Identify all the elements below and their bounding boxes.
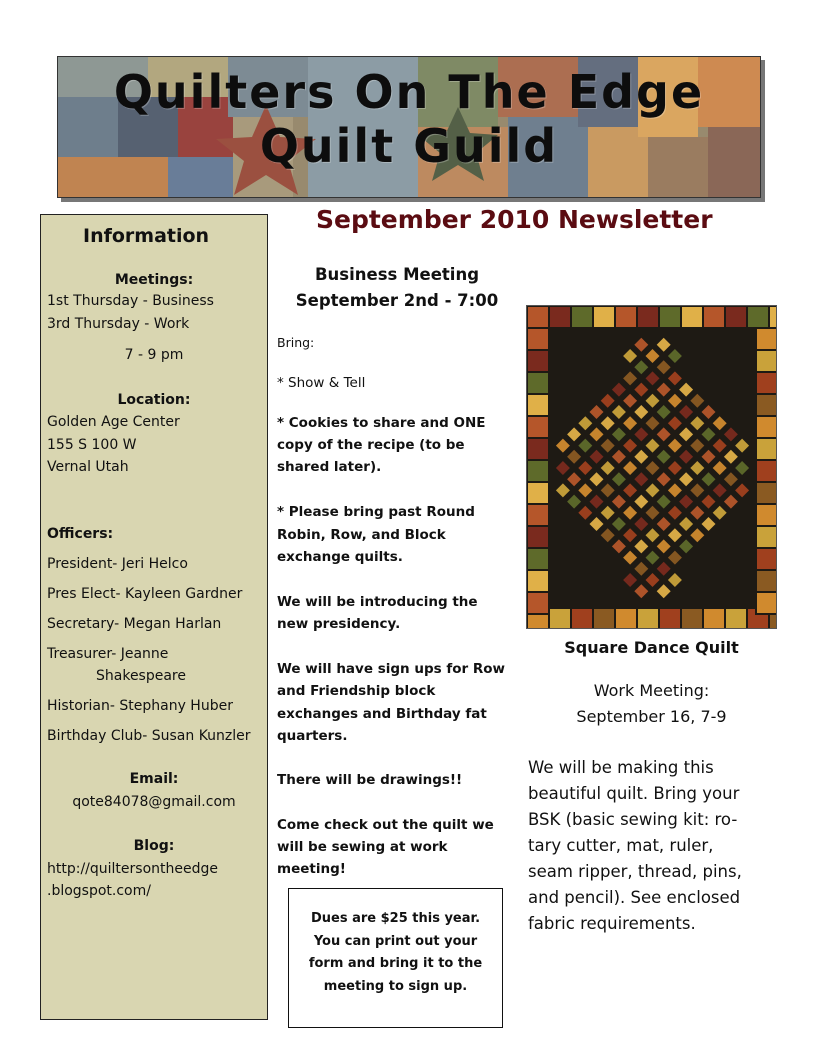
bring-item: * Show & Tell	[277, 375, 366, 391]
meeting-time: 7 - 9 pm	[124, 347, 184, 363]
newsletter-headline: September 2010 Newsletter	[316, 205, 713, 234]
banner-title-line2: Quilt Guild	[259, 119, 559, 173]
announcement: Come check out the quilt we	[277, 817, 494, 833]
officer-line: Treasurer- Jeanne	[47, 646, 169, 662]
location-line: Vernal Utah	[47, 459, 129, 475]
email-heading: Email:	[129, 771, 179, 787]
work-paragraph-line: beautiful quilt. Bring your	[528, 784, 740, 803]
officer-line: President- Jeri Helco	[47, 556, 188, 572]
officer-line: Pres Elect- Kayleen Gardner	[47, 586, 243, 602]
work-paragraph-line: and pencil). See enclosed	[528, 888, 741, 907]
blog-link[interactable]: .blogspot.com/	[47, 883, 151, 899]
business-meeting-date: September 2nd - 7:00	[295, 291, 499, 310]
meeting-line: 3rd Thursday - Work	[47, 316, 190, 332]
officers-heading: Officers:	[47, 526, 114, 542]
banner	[57, 56, 761, 198]
work-paragraph-line: We will be making this	[528, 758, 714, 777]
location-line: Golden Age Center	[47, 414, 180, 430]
blog-link[interactable]: http://quiltersontheedge	[47, 861, 218, 877]
announcement: meeting!	[277, 861, 346, 877]
dues-line: Dues are $25 this year.	[310, 911, 481, 926]
bring-item: copy of the recipe (to be	[277, 437, 465, 453]
announcement: We will be introducing the	[277, 594, 478, 610]
bring-item: * Please bring past Round	[277, 504, 475, 520]
bring-item: Robin, Row, and Block	[277, 527, 446, 543]
dues-line: form and bring it to the	[308, 956, 483, 971]
work-meeting-date: September 16, 7-9	[576, 707, 727, 726]
email-link[interactable]: qote84078@gmail.com	[72, 794, 236, 810]
meetings-heading: Meetings:	[114, 272, 194, 288]
work-meeting-title: Work Meeting:	[593, 681, 710, 700]
officer-line: Birthday Club- Susan Kunzler	[47, 728, 251, 744]
square-dance-quilt-image	[527, 306, 777, 629]
dues-line: meeting to sign up.	[323, 979, 468, 994]
work-paragraph-line: BSK (basic sewing kit: ro-	[528, 810, 738, 829]
bring-item: * Cookies to share and ONE	[277, 415, 486, 431]
quilt-caption: Square Dance Quilt	[564, 638, 739, 657]
meeting-line: 1st Thursday - Business	[47, 293, 214, 309]
location-line: 155 S 100 W	[47, 437, 137, 453]
dues-box	[288, 888, 503, 1028]
blog-heading: Blog:	[133, 838, 175, 854]
work-paragraph-line: seam ripper, thread, pins,	[528, 862, 742, 881]
banner-title-line1: Quilters On The Edge	[113, 65, 705, 119]
business-meeting-title: Business Meeting	[314, 265, 480, 284]
announcement: quarters.	[277, 728, 348, 744]
bring-item: exchange quilts.	[277, 549, 403, 565]
officer-line: Secretary- Megan Harlan	[47, 616, 222, 632]
bring-item: shared later).	[277, 459, 382, 475]
bring-label: Bring:	[277, 335, 315, 350]
officer-line: Historian- Stephany Huber	[47, 698, 233, 714]
announcement: exchanges and Birthday fat	[277, 706, 487, 722]
announcement: There will be drawings!!	[277, 772, 463, 788]
sidebar-title: Information	[83, 225, 210, 247]
announcement: will be sewing at work	[277, 839, 448, 855]
officer-line: Shakespeare	[96, 668, 186, 684]
announcement: We will have sign ups for Row	[277, 661, 505, 677]
dues-line: You can print out your	[313, 934, 478, 949]
announcement: new presidency.	[277, 616, 401, 632]
location-heading: Location:	[117, 392, 191, 408]
quilt-photo	[526, 305, 777, 629]
announcement: and Friendship block	[277, 683, 436, 699]
work-paragraph-line: fabric requirements.	[528, 914, 696, 933]
info-sidebar	[40, 214, 268, 1020]
work-paragraph-line: tary cutter, mat, ruler,	[528, 836, 714, 855]
